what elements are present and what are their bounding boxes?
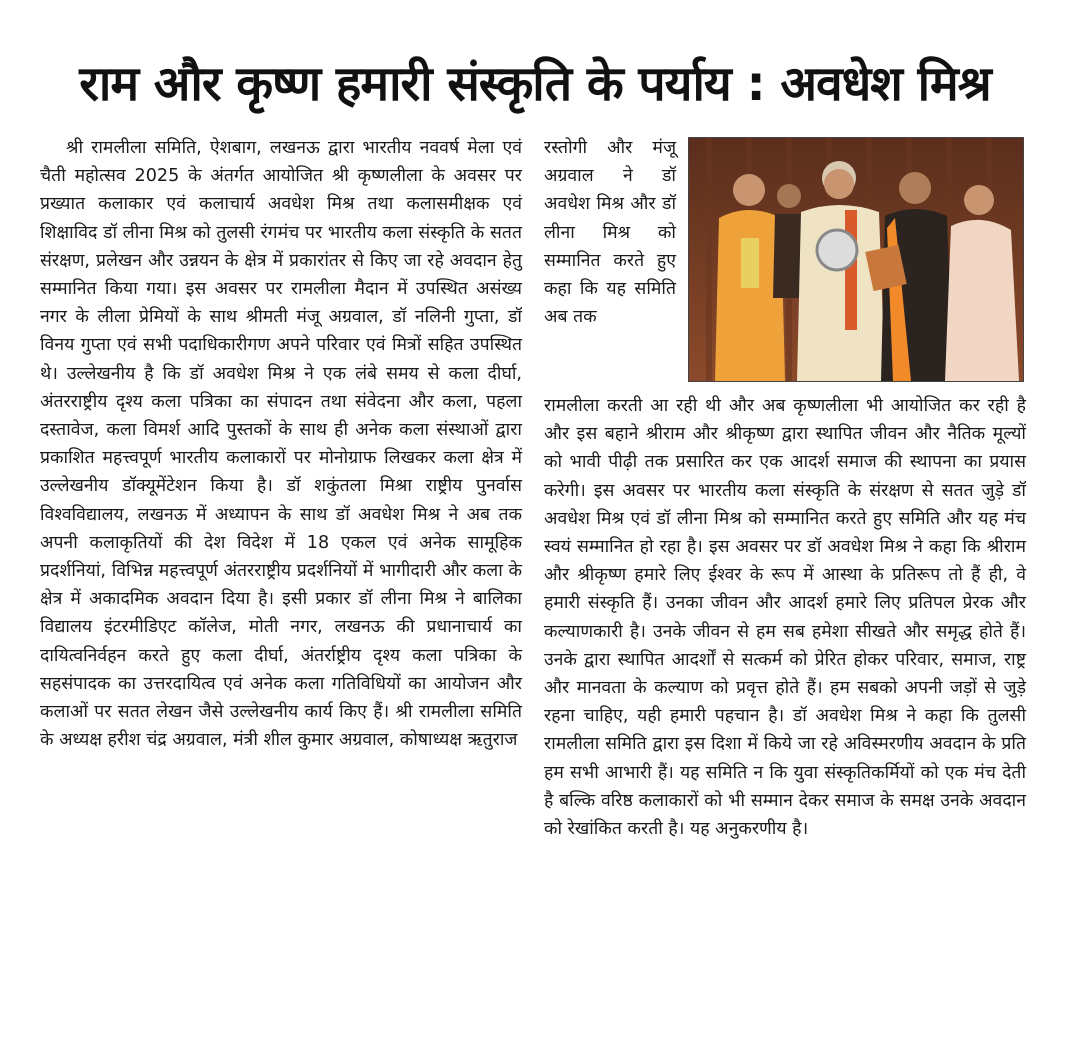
article-body-left-column — [40, 134, 522, 1004]
article-body-right-column — [544, 392, 1026, 1004]
photo-illustration — [689, 138, 1023, 381]
article-headline: राम और कृष्ण हमारी संस्कृति के पर्याय : अवधेश मिश्र — [79, 56, 991, 112]
body-paragraph-right: रामलीला करती आ रही थी और अब कृष्णलीला भी आयोजित कर रही है और इस बहाने श्रीराम और श्रीकृष्ण द्वारा स्थापित जीवन और नैतिक मूल्यों को भावी पीढ़ी तक प्रसारित कर एक आदर्श समाज की स्थापना का प्रयास करेगी। इस अवसर पर भारतीय कला संस्कृति के संरक्षण से सतत जुड़े डॉ अवधेश मिश्र एवं डॉ लीना मिश्र को सम्मानित करते हुए समिति और यह मंच स्वयं सम्मानित हो रहा है। इस अवसर पर डॉ अवधेश मिश्र ने कहा कि श्रीराम और श्रीकृष्ण हमारे लिए ईश्वर के रूप में आस्था के प्रतिरूप तो हैं ही, वे हमारी संस्कृति हैं। उनका जीवन और आदर्श हमारे लिए प्रतिपल प्रेरक और कल्याणकारी है। उनके जीवन से हम सब हमेशा सीखते और समृद्ध होते हैं। उनके द्वारा स्थापित आदर्शों से सत्कर्म को प्रेरित होकर परिवार, समाज, राष्ट्र और मानवता के कल्याण को प्रवृत्त होते हैं। हम सबको अपनी जड़ों से जुड़े रहना चाहिए, यही हमारी पहचान है। डॉ अवधेश मिश्र ने कहा कि तुलसी रामलीला समिति द्वारा इस दिशा में किये जा रहे अविस्मरणीय अवदान के प्रति हम सभी आभारी हैं। यह समिति न कि युवा संस्कृतिकर्मियों को एक मंच देती है बल्कि वरिष्ठ कलाकारों को भी सम्मान देकर समाज के समक्ष उनके अवदान को रेखांकित करती है। यह अनुकरणीय है। — [544, 396, 1026, 840]
body-paragraph-mid: रस्तोगी और मंजू अग्रवाल ने डॉ अवधेश मिश्र और डॉ लीना मिश्र को सम्मानित करते हुए कहा कि यह समिति अब तक — [544, 138, 676, 328]
article-body-mid-column — [544, 134, 676, 386]
award-ceremony-photo — [688, 137, 1024, 382]
body-paragraph-left: श्री रामलीला समिति, ऐशबाग, लखनऊ द्वारा भारतीय नववर्ष मेला एवं चैती महोत्सव 2025 के अंतर्गत आयोजित श्री कृष्णलीला के अवसर पर प्रख्यात कलाकार एवं कलाचार्य अवधेश मिश्र तथा कलासमीक्षक एवं शिक्षाविद डॉ लीना मिश्र को तुलसी रंगमंच पर भारतीय कला संस्कृति के सतत संरक्षण, प्रलेखन और उन्नयन के क्षेत्र में प्रकारांतर से किए जा रहे अवदान हेतु सम्मानित किया गया। इस अवसर पर रामलीला मैदान में उपस्थित असंख्य नगर के लीला प्रेमियों के साथ श्रीमती मंजू अग्रवाल, डॉ नलिनी गुप्ता, डॉ विनय गुप्ता एवं सभी पदाधिकारीगण अपने परिवार एवं मित्रों सहित उपस्थित थे। उल्लेखनीय है कि डॉ अवधेश मिश्र ने एक लंबे समय से कला दीर्घा, अंतरराष्ट्रीय दृश्य कला पत्रिका का संपादन तथा संवेदना और कला, पहला दस्तावेज, कला विमर्श आदि पुस्तकों के साथ ही अनेक कला संस्थाओं द्वारा प्रकाशित महत्त्वपूर्ण भारतीय कलाकारों पर मोनोग्राफ लिखकर कला क्षेत्र में उल्लेखनीय डॉक्यूमेंटेशन किया है। डॉ शकुंतला मिश्रा राष्ट्रीय पुनर्वास विश्वविद्यालय, लखनऊ में अध्यापन के साथ डॉ अवधेश मिश्र ने अब तक अपनी कलाकृतियों की देश विदेश में 18 एकल एवं अनेक सामूहिक प्रदर्शनियां, विभिन्न महत्त्वपूर्ण अंतरराष्ट्रीय प्रदर्शनियों में भागीदारी और कला के क्षेत्र में अकादमिक अवदान दिया है। इसी प्रकार डॉ लीना मिश्र ने बालिका विद्यालय इंटरमीडिएट कॉलेज, मोती नगर, लखनऊ की प्रधानाचार्य का दायित्वनिर्वहन करते हुए कला दीर्घा, अंतर्राष्ट्रीय दृश्य कला पत्रिका के सहसंपादक का उत्तरदायित्व एवं अनेक कला गतिविधियों का आयोजन और कलाओं पर सतत लेखन जैसे उल्लेखनीय कार्य किए हैं। श्री रामलीला समिति के अध्यक्ष हरीश चंद्र अग्रवाल, मंत्री शील कुमार अग्रवाल, कोषाध्यक्ष ऋतुराज — [40, 138, 522, 751]
